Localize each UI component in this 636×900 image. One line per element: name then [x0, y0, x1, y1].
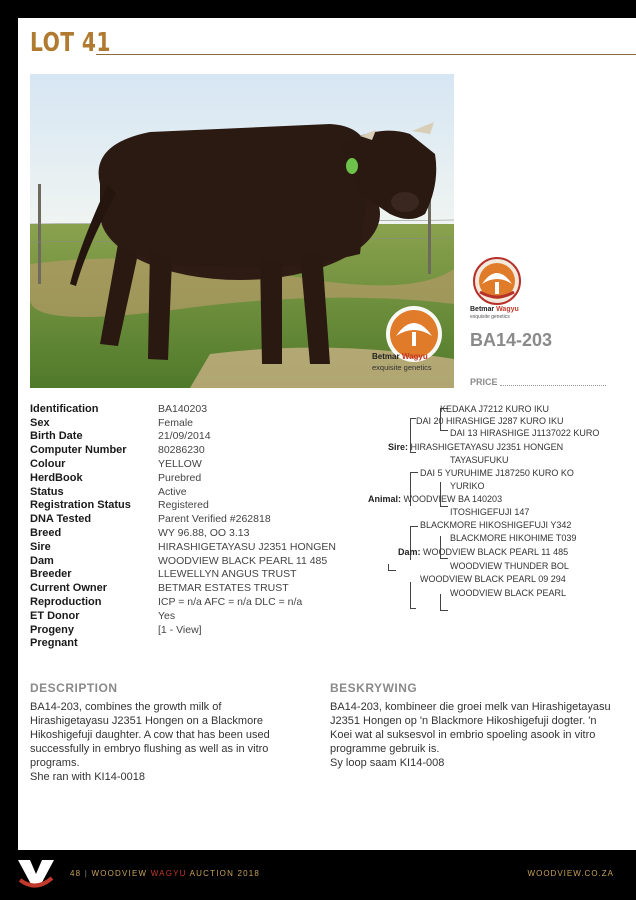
detail-label: ET Donor: [30, 609, 80, 622]
detail-value: YELLOW: [158, 458, 202, 471]
ped-ssd: DAI 13 HIRASHIGE J1137022 KURO: [450, 428, 600, 438]
ped-ds: BLACKMORE HIKOSHIGEFUJI Y342: [420, 520, 572, 530]
woodview-logo-icon: [16, 858, 56, 890]
photo-brand-name: Betmar Wagyu: [372, 352, 428, 361]
lot-title: LOT 41: [30, 28, 111, 58]
betmar-logo-icon: [472, 256, 522, 306]
ped-line: [410, 526, 418, 527]
detail-label: Birth Date: [30, 430, 83, 443]
detail-row: [30, 526, 336, 540]
ped-dss: ITOSHIGEFUJI 147: [450, 507, 530, 517]
ped-line: [410, 608, 416, 609]
detail-label: Colour: [30, 458, 66, 471]
detail-row: [30, 581, 336, 595]
detail-value: Female: [158, 416, 194, 429]
ped-line: [410, 582, 411, 608]
footer-auction-text: 48 | WOODVIEW WAGYU AUCTION 2018: [70, 869, 261, 878]
detail-row: [30, 416, 336, 430]
detail-label: Computer Number: [30, 444, 127, 457]
ped-sds: TAYASUFUKU: [450, 455, 509, 465]
ped-line: [410, 472, 418, 473]
detail-label: Sex: [30, 416, 50, 429]
ped-sss: KEDAKA J7212 KURO IKU: [440, 404, 550, 414]
detail-label: Breed: [30, 527, 62, 540]
detail-row: [30, 637, 336, 651]
logo-brand-name: Betmar Wagyu: [470, 306, 519, 313]
detail-value: BA140203: [158, 402, 208, 415]
ped-line: [388, 570, 396, 571]
detail-label: Status: [30, 485, 64, 498]
ped-line: [440, 558, 448, 559]
footer-url[interactable]: WOODVIEW.CO.ZA: [527, 869, 614, 878]
photo-brand-tagline: exquisite genetics: [372, 363, 432, 372]
catalogue-page: [18, 18, 636, 850]
detail-row: [30, 485, 336, 499]
ped-ddd: WOODVIEW BLACK PEARL: [450, 588, 567, 598]
ped-line: [440, 594, 441, 610]
ped-dsd: BLACKMORE HIKOHIME T039: [450, 533, 577, 543]
pedigree-tree: [358, 404, 636, 604]
details-table: [30, 402, 336, 650]
description-heading: DESCRIPTION: [30, 681, 118, 695]
detail-value: Purebred: [158, 471, 202, 484]
detail-label: DNA Tested: [30, 513, 92, 526]
detail-row: [30, 554, 336, 568]
detail-row: [30, 623, 336, 637]
detail-row: [30, 471, 336, 485]
detail-value[interactable]: [1 - View]: [158, 623, 202, 636]
ped-line: [440, 430, 448, 431]
detail-value: WOODVIEW BLACK PEARL 11 485: [158, 554, 328, 567]
detail-label: Pregnant: [30, 637, 78, 650]
detail-row: [30, 568, 336, 582]
detail-value: BETMAR ESTATES TRUST: [158, 582, 289, 595]
detail-label: Current Owner: [30, 582, 108, 595]
detail-label: Registration Status: [30, 499, 131, 512]
ped-line: [410, 452, 416, 453]
detail-value: Active: [158, 485, 187, 498]
detail-row: [30, 457, 336, 471]
detail-value: Yes: [158, 609, 176, 622]
ped-line: [440, 610, 448, 611]
detail-value: 80286230: [158, 444, 205, 457]
price-blank: [500, 385, 606, 386]
detail-row: [30, 540, 336, 554]
beskrywing-heading: BESKRYWING: [330, 681, 418, 695]
detail-value: HIRASHIGETAYASU J2351 HONGEN: [158, 540, 336, 553]
description-body: BA14-203, combines the growth milk of Hirashigetayasu J2351 Hongen on a Blackmore Hikoshigefuji daughter. A cow that has been used successfully in embryo flushing as well as in vitro programs. She ran with KI14-0018: [30, 701, 270, 783]
price-label: PRICE: [470, 377, 498, 387]
ped-dam: Dam: WOODVIEW BLACK PEARL 11 485: [398, 547, 569, 557]
footer: [0, 850, 636, 900]
detail-value: Registered: [158, 499, 209, 512]
detail-label: Sire: [30, 540, 51, 553]
detail-label: HerdBook: [30, 471, 83, 484]
animal-id: BA14-203: [470, 330, 553, 350]
detail-row: [30, 430, 336, 444]
beskrywing-body: BA14-203, kombineer die groei melk van Hirashigetayasu J2351 Hongen op 'n Blackmore Hikoshigefuji dogter. 'n Koei wat al suksesvol in embrio spoeling asook in vitro programme gebruik is. Sy loop saam KI14-008: [330, 701, 611, 769]
detail-label: Progeny: [30, 623, 75, 636]
detail-row: [30, 443, 336, 457]
detail-value: WY 96.88, OO 3.13: [158, 527, 250, 540]
ped-dds: WOODVIEW THUNDER BOL: [450, 561, 569, 571]
ped-animal: Animal: WOODVIEW BA 140203: [368, 494, 503, 504]
ped-dd: WOODVIEW BLACK PEARL 09 294: [420, 574, 566, 584]
title-rule: [96, 54, 636, 55]
detail-label: Reproduction: [30, 596, 102, 609]
detail-label: Breeder: [30, 568, 72, 581]
logo-tagline: exquisite genetics: [470, 314, 510, 320]
detail-value: 21/09/2014: [158, 430, 211, 443]
detail-value: ICP = n/a AFC = n/a DLC = n/a: [158, 596, 303, 609]
ped-sdd: YURIKO: [450, 481, 485, 491]
detail-row: [30, 609, 336, 623]
detail-value: Parent Verified #262818: [158, 513, 271, 526]
detail-label: Dam: [30, 554, 54, 567]
detail-row: [30, 595, 336, 609]
ped-ss: DAI 20 HIRASHIGE J287 KURO IKU: [416, 416, 564, 426]
ped-sd: DAI 5 YURUHIME J187250 KURO KO: [420, 468, 574, 478]
ped-line: [440, 506, 448, 507]
cow-image: [30, 74, 454, 388]
detail-row: [30, 402, 336, 416]
ear-tag: [346, 158, 358, 174]
detail-label: Identification: [30, 402, 99, 415]
detail-row: [30, 512, 336, 526]
ped-sire: Sire: HIRASHIGETAYASU J2351 HONGEN: [388, 442, 564, 452]
detail-row: [30, 499, 336, 513]
cow-photo: [30, 74, 454, 388]
detail-value: LLEWELLYN ANGUS TRUST: [158, 568, 297, 581]
